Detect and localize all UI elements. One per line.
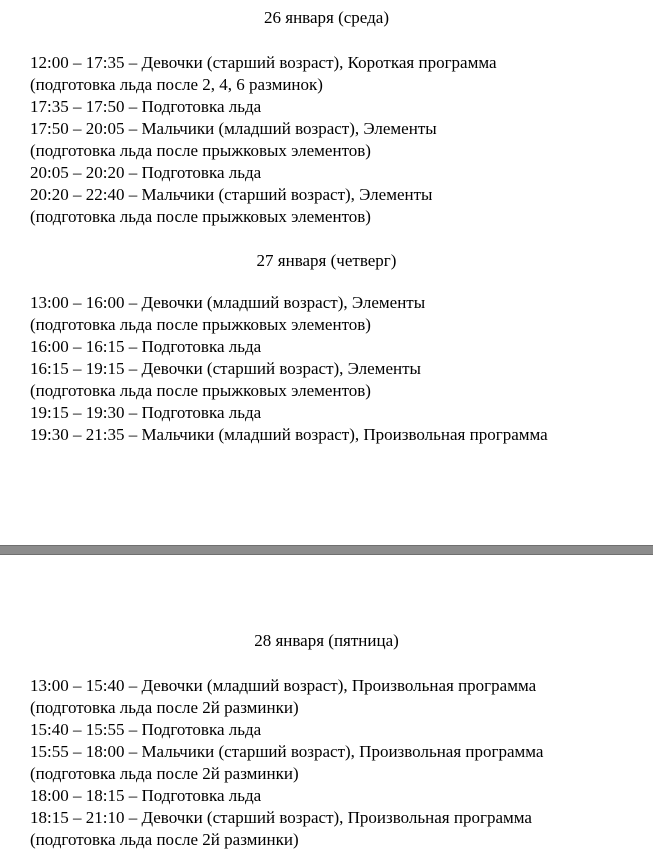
schedule-entry [30, 292, 640, 336]
schedule-entry [30, 118, 640, 162]
entry-time-and-event: 13:00 – 15:40 – Девочки (младший возраст), Произвольная программа [30, 676, 537, 695]
day-heading-jan-28: 28 января (пятница) [254, 631, 399, 650]
entry-time-and-event: 15:40 – 15:55 – Подготовка льда [30, 720, 262, 739]
entry-time-and-event: 15:55 – 18:00 – Мальчики (старший возраст), Произвольная программа [30, 742, 544, 761]
entry-time-and-event: 18:00 – 18:15 – Подготовка льда [30, 786, 262, 805]
document-page-2 [0, 555, 653, 865]
schedule-entry [30, 719, 640, 741]
schedule-entry [30, 424, 640, 446]
entry-ice-note: (подготовка льда после 2, 4, 6 разминок) [30, 75, 323, 94]
schedule-list-jan-27 [30, 292, 640, 446]
entry-ice-note: (подготовка льда после прыжковых элементов) [30, 141, 371, 160]
entry-time-and-event: 18:15 – 21:10 – Девочки (старший возраст), Произвольная программа [30, 808, 532, 827]
entry-ice-note: (подготовка льда после прыжковых элементов) [30, 315, 371, 334]
entry-time-and-event: 19:15 – 19:30 – Подготовка льда [30, 403, 262, 422]
page-separator [0, 545, 653, 555]
entry-ice-note: (подготовка льда после 2й разминки) [30, 698, 299, 717]
schedule-entry [30, 358, 640, 402]
entry-time-and-event: 20:05 – 20:20 – Подготовка льда [30, 163, 262, 182]
entry-time-and-event: 20:20 – 22:40 – Мальчики (старший возраст), Элементы [30, 185, 433, 204]
day-heading-jan-26: 26 января (среда) [264, 8, 389, 27]
entry-time-and-event: 19:30 – 21:35 – Мальчики (младший возраст), Произвольная программа [30, 425, 548, 444]
schedule-entry [30, 96, 640, 118]
entry-time-and-event: 16:00 – 16:15 – Подготовка льда [30, 337, 262, 356]
schedule-list-jan-28 [30, 675, 640, 851]
schedule-entry [30, 336, 640, 358]
entry-time-and-event: 16:15 – 19:15 – Девочки (старший возраст), Элементы [30, 359, 421, 378]
schedule-entry [30, 741, 640, 785]
entry-time-and-event: 13:00 – 16:00 – Девочки (младший возраст), Элементы [30, 293, 426, 312]
schedule-entry [30, 807, 640, 851]
schedule-entry [30, 52, 640, 96]
entry-time-and-event: 17:50 – 20:05 – Мальчики (младший возраст), Элементы [30, 119, 437, 138]
entry-ice-note: (подготовка льда после прыжковых элементов) [30, 207, 371, 226]
schedule-list-jan-26 [30, 52, 640, 228]
schedule-entry [30, 184, 640, 228]
entry-time-and-event: 17:35 – 17:50 – Подготовка льда [30, 97, 262, 116]
entry-time-and-event: 12:00 – 17:35 – Девочки (старший возраст), Короткая программа [30, 53, 497, 72]
schedule-entry [30, 785, 640, 807]
day-heading-jan-27: 27 января (четверг) [256, 251, 397, 270]
entry-ice-note: (подготовка льда после прыжковых элементов) [30, 381, 371, 400]
schedule-entry [30, 402, 640, 424]
entry-ice-note: (подготовка льда после 2й разминки) [30, 764, 299, 783]
schedule-entry [30, 675, 640, 719]
schedule-entry [30, 162, 640, 184]
entry-ice-note: (подготовка льда после 2й разминки) [30, 830, 299, 849]
